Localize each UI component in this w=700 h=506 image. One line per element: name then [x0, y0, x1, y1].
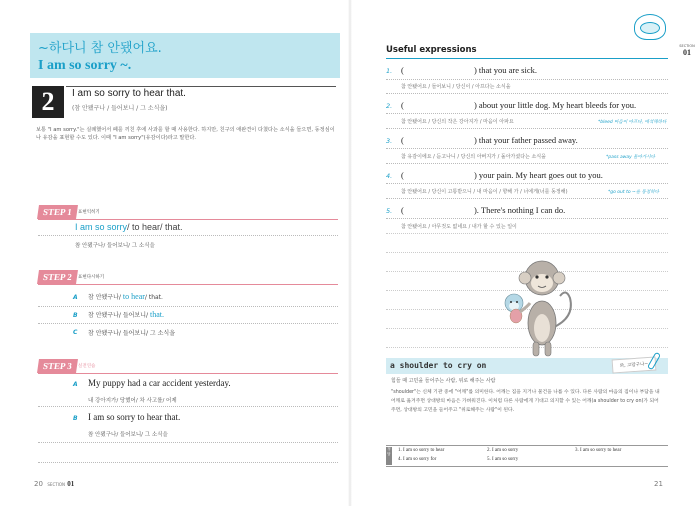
- expr-num: 5.: [386, 207, 393, 215]
- step3-a-kr: 내 강아지가/ 당했어/ 차 사고를/ 어제: [88, 398, 177, 404]
- dotted-divider: [38, 235, 338, 236]
- step2-letter-a: A: [73, 294, 78, 301]
- dotted-divider: [386, 93, 668, 94]
- expr-num: 2.: [386, 102, 393, 110]
- expr-kr: 참 유감이에요 / 듣고나니 / 당신의 아버지가 / 돌아가셨다는 소식을: [401, 154, 546, 160]
- dotted-divider: [386, 198, 668, 199]
- dotted-divider: [386, 79, 668, 80]
- idiom-subtitle: 힘들 때 고민을 들어주는 사람, 위로 해주는 사람: [391, 378, 496, 384]
- row-kr: 참 안됐구나/ 들어보니/: [88, 312, 149, 319]
- title-underline: [386, 58, 668, 59]
- answer-4: 4. I am so sorry for: [398, 457, 437, 462]
- idiom-title: a shoulder to cry on: [390, 361, 487, 370]
- expr-kr: 참 안됐어요 / 당신의 작은 강아지가 / 마음이 아파요: [401, 119, 514, 125]
- dotted-divider: [38, 323, 338, 324]
- monkey-face-icon: [640, 22, 660, 34]
- step1-label: STEP 1: [37, 205, 78, 219]
- dotted-divider: [386, 163, 668, 164]
- dotted-divider: [386, 218, 668, 219]
- answers-tag: 정답: [386, 447, 392, 465]
- key-sentence-en: I am so sorry to hear that.: [72, 88, 186, 99]
- step1-korean: 참 안됐구나/ 들어보니/ 그 소식을: [75, 243, 155, 249]
- expr-kr: 참 안됐어요 / 들어보니 / 당신이 / 아프다는 소식을: [401, 84, 511, 90]
- step3-a-en: My puppy had a car accident yesterday.: [88, 378, 231, 388]
- step3-b-en: I am so sorry to hear that.: [88, 412, 181, 422]
- dotted-divider: [38, 406, 338, 407]
- expr-text: ( ) your pain. My heart goes out to you.: [401, 170, 603, 180]
- step2-row-c: 참 안됐구나/ 들어보니/ 그 소식을: [88, 330, 176, 337]
- expr-text: ( ). There's nothing I can do.: [401, 205, 566, 215]
- step1-highlight: I am so sorry: [75, 222, 128, 232]
- title-korean: ~하다니 참 안됐어요.: [38, 41, 162, 56]
- step2-line: [38, 284, 338, 285]
- expr-hint: *pass away 돌아가시다: [606, 155, 656, 160]
- section-tab: [678, 44, 696, 57]
- monkey-illustration: [500, 248, 580, 358]
- step2-letter-b: B: [73, 312, 78, 319]
- step3-b-kr: 참 안됐구나/ 들어보니/ 그 소식을: [88, 432, 168, 438]
- answer-1: 1. I am so sorry to hear: [398, 448, 445, 453]
- divider: [66, 86, 336, 87]
- row-kr: 참 안됐구나/: [88, 294, 121, 301]
- key-sentence-kr: (참 안됐구나 / 들어보니 / 그 소식을): [72, 105, 168, 112]
- section-number: 01: [683, 48, 691, 57]
- expr-text: ( ) that your father passed away.: [401, 135, 578, 145]
- answer-5: 5. I am so sorry: [487, 457, 519, 462]
- useful-expressions-title: Useful expressions: [386, 45, 477, 55]
- description: 보통 "I am sorry."는 실례했어서 폐를 끼친 후에 사과를 할 때 사용한다. 하지만, 친구의 애완견이 다쳤다는 소식을 들으면, 동정심이나 유감을 표현할 수도 있다. 이때 "I am sorry"(유감이다)라고 말한다.: [36, 127, 335, 141]
- step2-row-b: [88, 310, 164, 319]
- dotted-divider: [386, 113, 668, 114]
- left-footer: [34, 480, 74, 488]
- step2-row-a: [88, 292, 163, 301]
- right-footer-page-number: 21: [654, 480, 663, 488]
- step1-tag: 표현익히기: [78, 210, 100, 215]
- row-rest: / that.: [144, 294, 163, 301]
- step3-letter-a: A: [73, 381, 78, 388]
- dotted-divider: [386, 148, 668, 149]
- title-english: I am so sorry ~.: [38, 58, 132, 73]
- expr-kr: 참 안됐어요 / 아무것도 없네요 / 내가 할 수 있는 일이: [401, 224, 517, 230]
- expr-kr: 참 안됐어요 / 당신이 고통받으니 / 내 마음이 / 향해 가 / 너에게(너를 동정해): [401, 189, 568, 195]
- step1-sentence: [75, 222, 183, 232]
- dotted-divider: [386, 183, 668, 184]
- expr-text: ( ) about your little dog. My heart bleeds for you.: [401, 100, 637, 110]
- idiom-body: "shoulder"는 신체 기관 중에 "어깨"를 의미한다. 어깨는 짐을 지거나 물건을 나를 수 있다. 다른 사람의 마음의 짐이나 부담을 내 어깨로 옮겨주면 상대방의 마음은 가벼워진다. 이처럼 다른 사람에게 기대고 의지할 수 있는 어깨(a shoulder to cry on)가 되어주면, 상대방의 고민을 들어주고 "위로해주는 사람"이 된다.: [391, 390, 660, 413]
- dotted-divider: [38, 462, 338, 463]
- expr-hint: *bleed 마음이 아프다, 애석해하다: [598, 120, 667, 125]
- step3-tag: 실전연습: [78, 364, 96, 369]
- dotted-divider: [38, 442, 338, 443]
- section-number: 01: [67, 480, 75, 488]
- expr-num: 3.: [386, 137, 393, 145]
- answer-2: 2. I am so sorry: [487, 448, 519, 453]
- step2-letter-c: C: [73, 329, 78, 336]
- row-highlight: to hear: [120, 292, 145, 301]
- expr-hint: *go out to ~을 동정하다: [608, 190, 659, 195]
- dotted-divider: [386, 233, 668, 234]
- section-label: SECTION: [47, 482, 65, 487]
- expr-text: ( ) that you are sick.: [401, 65, 537, 75]
- note-card: 와, 고맙구나~: [612, 356, 657, 373]
- row-highlight: that.: [148, 310, 165, 319]
- expr-num: 1.: [386, 67, 393, 75]
- step3-line: [38, 373, 338, 374]
- expr-num: 4.: [386, 172, 393, 180]
- step2-label: STEP 2: [37, 270, 78, 284]
- dotted-divider: [386, 128, 668, 129]
- step2-tag: 표현다시하기: [78, 275, 105, 280]
- page-number: 20: [34, 480, 43, 488]
- answer-3: 3. I am so sorry to hear: [575, 448, 622, 453]
- step1-line: [38, 219, 338, 220]
- section-label: SECTION: [679, 44, 695, 48]
- step3-label: STEP 3: [37, 359, 78, 373]
- lesson-number: 2: [32, 86, 64, 118]
- step3-letter-b: B: [73, 415, 78, 422]
- dotted-divider: [38, 306, 338, 307]
- step1-rest: / to hear/ that.: [127, 222, 183, 232]
